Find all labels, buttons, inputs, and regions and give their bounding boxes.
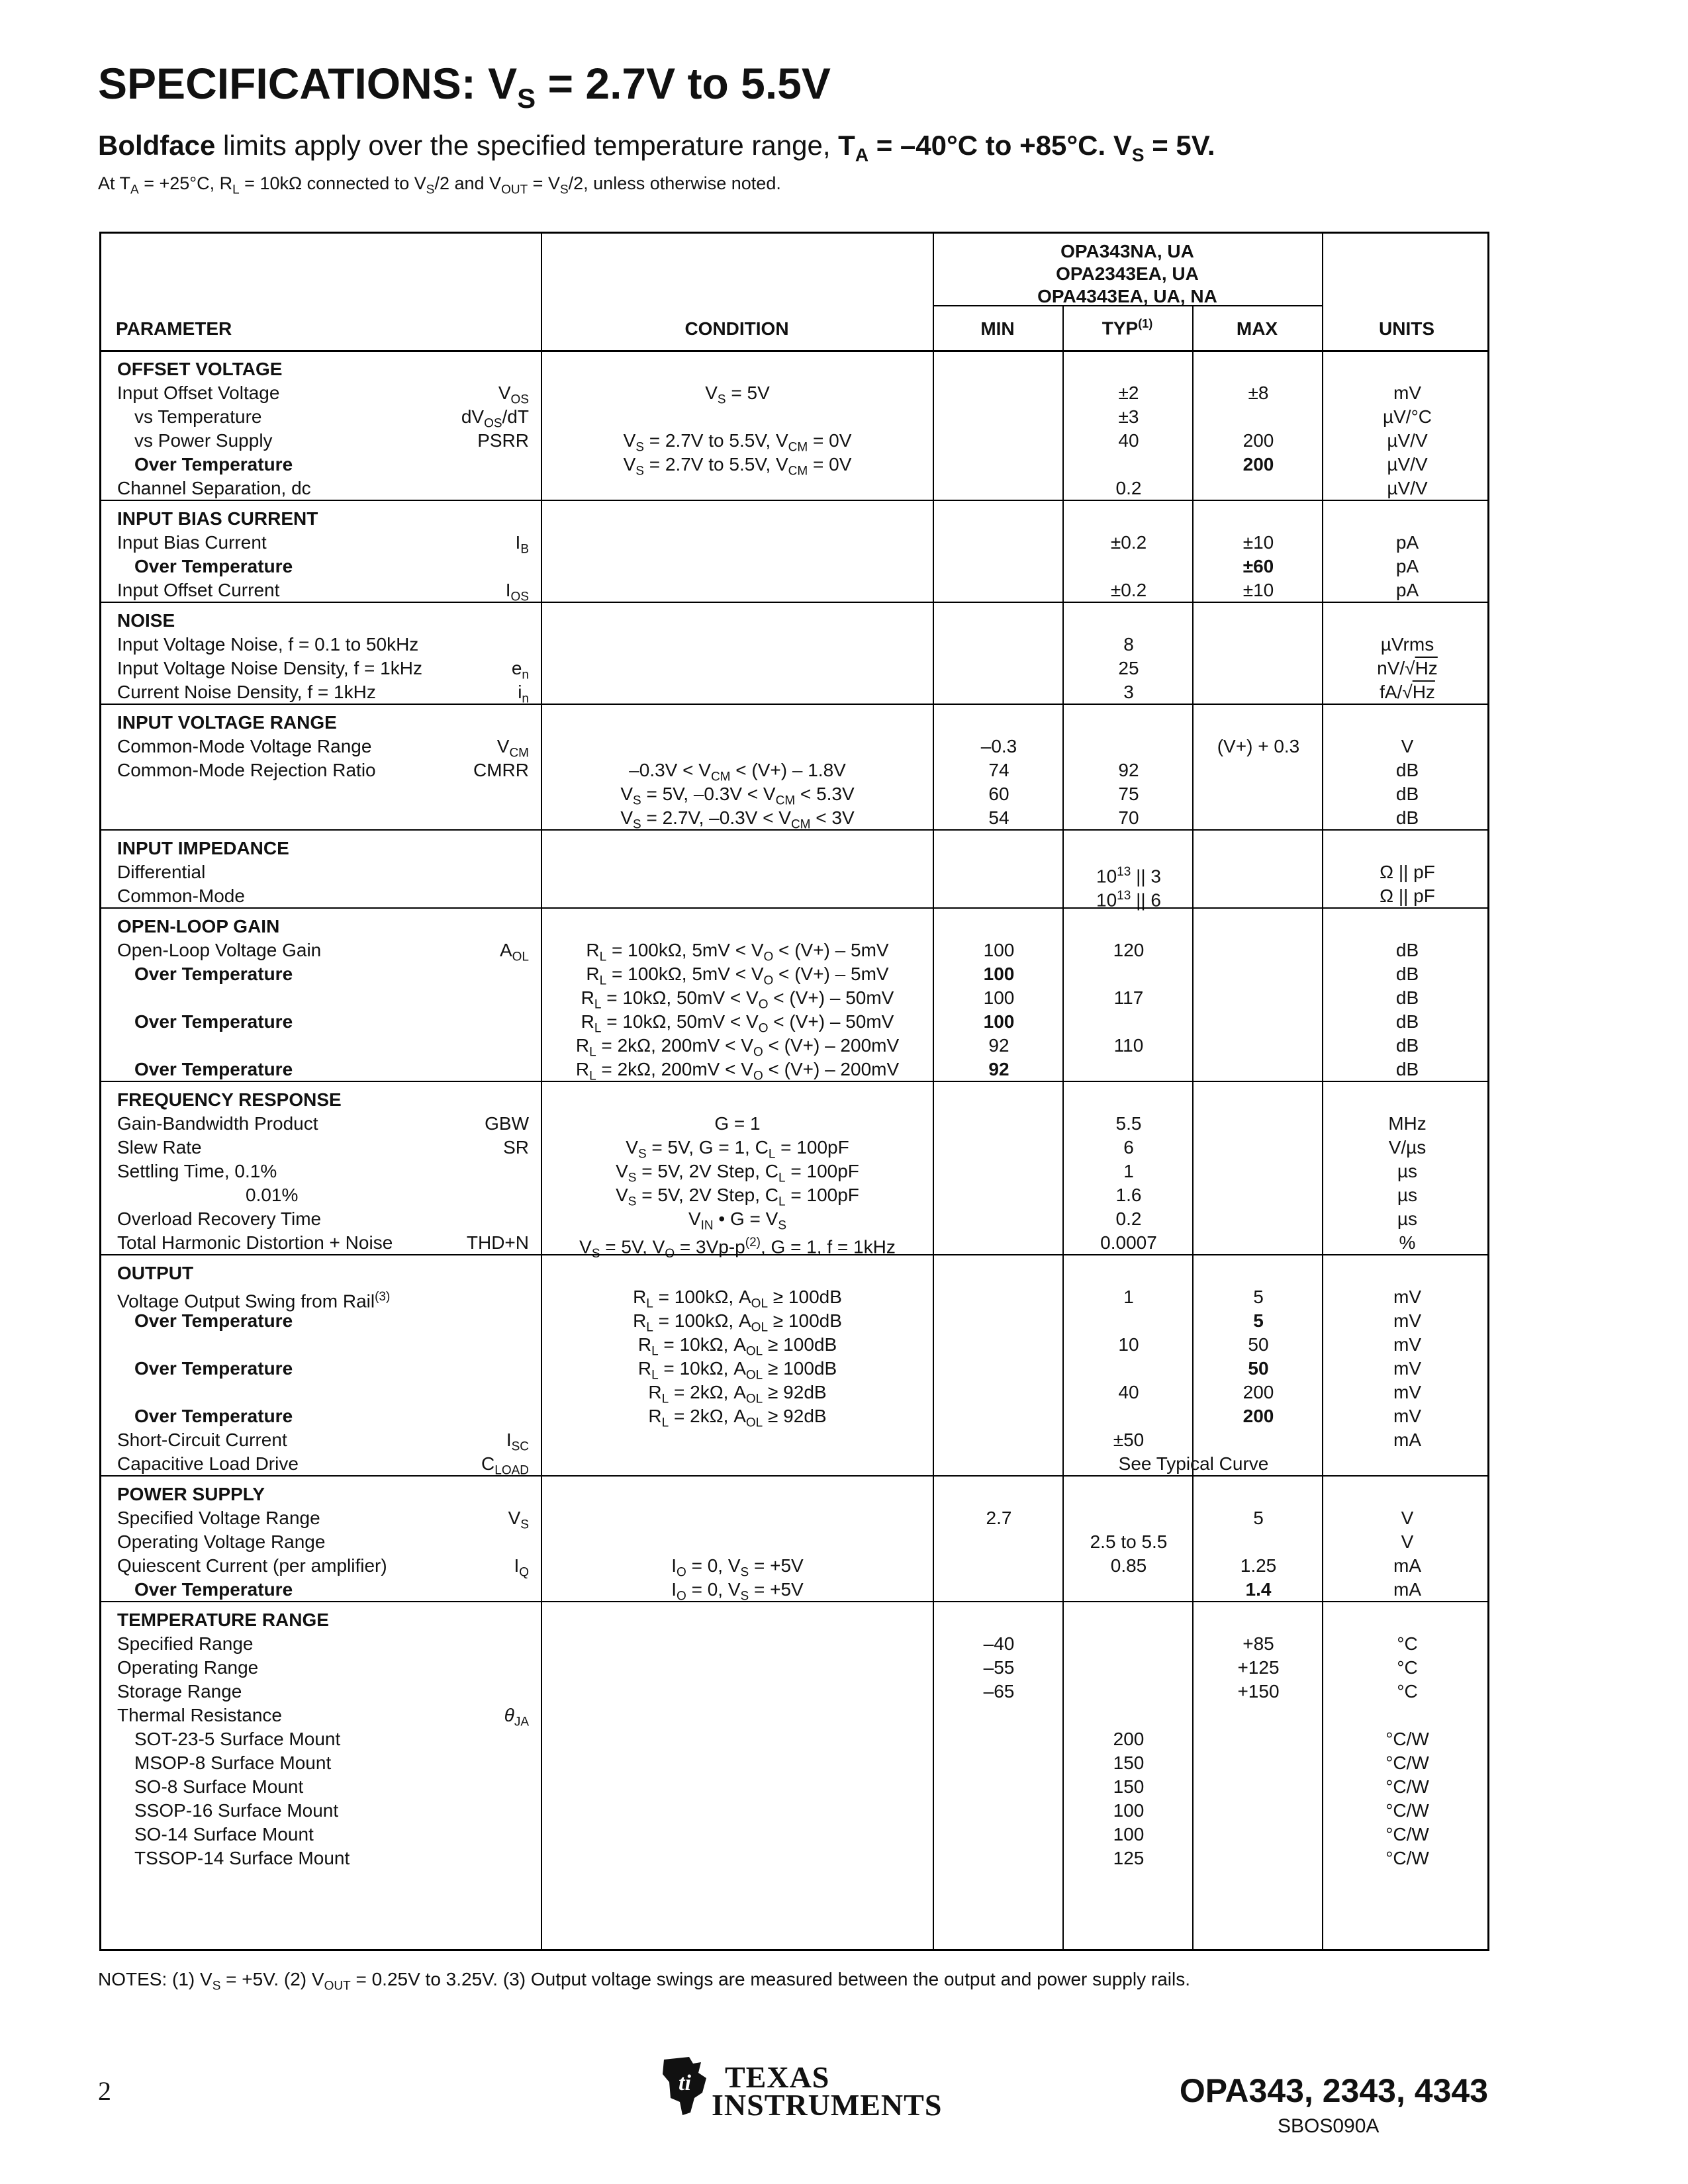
condition-cell: $R_L = 2k\Omega$, $A_{OL} \ge 92dB$ bbox=[648, 1382, 827, 1406]
max-cell: +150 bbox=[1237, 1681, 1280, 1702]
table-row bbox=[101, 1451, 1487, 1477]
section-title: OFFSET VOLTAGE bbox=[117, 359, 283, 379]
condition-cell: $R_L = 2k\Omega$, $200mV < V_O < (V+) - 200mV$ bbox=[575, 1059, 900, 1083]
unit-cell: °C/W bbox=[1385, 1800, 1429, 1821]
table-row bbox=[101, 1057, 1487, 1082]
table-row bbox=[101, 1159, 1487, 1184]
unit-cell: Ω || pF bbox=[1380, 862, 1435, 882]
parameter-cell: vs Power Supply bbox=[134, 430, 273, 451]
section-heading bbox=[101, 608, 1487, 633]
parameter-cell: Common-Mode Voltage Range bbox=[117, 736, 372, 756]
symbol-cell: $A_{OL}$ bbox=[499, 940, 529, 964]
parameter-cell: Current Noise Density, f = 1kHz bbox=[117, 682, 376, 702]
header-condition: CONDITION bbox=[684, 318, 789, 339]
max-cell: +85 bbox=[1243, 1633, 1274, 1654]
unit-cell: mA bbox=[1393, 1430, 1421, 1450]
parameter-cell: Over Temperature bbox=[134, 1579, 293, 1600]
min-cell: 60 bbox=[988, 784, 1009, 804]
min-cell: 100 bbox=[983, 940, 1015, 960]
symbol-cell: $I_{OS}$ bbox=[505, 580, 529, 604]
table-row bbox=[101, 938, 1487, 963]
section-title: TEMPERATURE RANGE bbox=[117, 1610, 329, 1630]
parameter-cell: Channel Separation, dc bbox=[117, 478, 311, 498]
parameter-cell: Specified Voltage Range bbox=[117, 1508, 320, 1528]
symbol-cell: $C_{LOAD}$ bbox=[481, 1453, 529, 1478]
section-title: INPUT IMPEDANCE bbox=[117, 838, 289, 858]
typ-cell: ±50 bbox=[1113, 1430, 1145, 1450]
unit-cell: pA bbox=[1395, 532, 1419, 553]
table-row bbox=[101, 1751, 1487, 1776]
unit-cell: µV/V bbox=[1387, 478, 1428, 498]
parameter-cell: Over Temperature bbox=[134, 454, 293, 475]
section-title: POWER SUPPLY bbox=[117, 1484, 265, 1504]
section-heading bbox=[101, 914, 1487, 939]
symbol-cell: $dV_{OS}/dT$ bbox=[461, 406, 529, 431]
unit-cell: °C/W bbox=[1385, 1776, 1429, 1797]
document-number: SBOS090A bbox=[1278, 2115, 1380, 2137]
table-row bbox=[101, 1183, 1487, 1208]
table-row bbox=[101, 680, 1487, 705]
min-cell: 100 bbox=[983, 964, 1015, 984]
table-row bbox=[101, 860, 1487, 885]
typ-cell: 100 bbox=[1113, 1824, 1145, 1844]
unit-cell: °C bbox=[1397, 1657, 1418, 1678]
parameter-cell: MSOP-8 Surface Mount bbox=[134, 1752, 332, 1773]
symbol-cell: $e_n$ bbox=[511, 658, 529, 682]
max-cell: ±60 bbox=[1243, 556, 1274, 576]
symbol-cell: $I_{SC}$ bbox=[506, 1430, 529, 1454]
typ-cell: ±2 bbox=[1118, 383, 1139, 403]
table-row bbox=[101, 1846, 1487, 1871]
condition-cell: $R_L = 2k\Omega$, $A_{OL} \ge 92dB$ bbox=[648, 1406, 827, 1430]
model-list: OPA343NA, UA OPA2343EA, UA OPA4343EA, UA, NA bbox=[1037, 241, 1217, 306]
unit-cell: dB bbox=[1395, 1035, 1419, 1056]
min-cell: –0.3 bbox=[980, 736, 1017, 756]
unit-cell: pA bbox=[1395, 556, 1419, 576]
max-cell: 200 bbox=[1243, 454, 1274, 475]
test-conditions: At $T_A = +25^\circ C$, $R_L = 10k\Omega$ connected to $V_S/2$ and $V_{OUT} = V_S/2$, unless otherwise noted. bbox=[98, 173, 781, 197]
typ-cell: 120 bbox=[1113, 940, 1145, 960]
parameter-cell: Input Bias Current bbox=[117, 532, 267, 553]
table-row bbox=[101, 1404, 1487, 1429]
typ-cell: 40 bbox=[1118, 1382, 1139, 1402]
section-heading bbox=[101, 836, 1487, 861]
condition-cell: $R_L = 100k\Omega$, $A_{OL} \ge 100dB$ bbox=[633, 1287, 842, 1311]
symbol-cell: SR bbox=[503, 1137, 529, 1158]
table-row bbox=[101, 1380, 1487, 1405]
parameter-cell: Overload Recovery Time bbox=[117, 1208, 322, 1229]
unit-cell: mV bbox=[1393, 1406, 1421, 1426]
unit-cell: °C bbox=[1397, 1681, 1418, 1702]
typ-cell: 92 bbox=[1118, 760, 1139, 780]
section-title: FREQUENCY RESPONSE bbox=[117, 1089, 342, 1110]
symbol-cell: GBW bbox=[485, 1113, 529, 1134]
table-row bbox=[101, 1230, 1487, 1261]
condition-cell: $V_S = 2.7V$, $-0.3V < V_{CM} < 3V$ bbox=[620, 807, 855, 832]
unit-cell: dB bbox=[1395, 760, 1419, 780]
section-title: OPEN-LOOP GAIN bbox=[117, 916, 280, 936]
section-title: INPUT VOLTAGE RANGE bbox=[117, 712, 337, 733]
typ-cell: 40 bbox=[1118, 430, 1139, 451]
max-cell: ±10 bbox=[1243, 580, 1274, 600]
unit-cell: mV bbox=[1393, 1287, 1421, 1307]
typ-cell: 200 bbox=[1113, 1729, 1145, 1749]
unit-cell: nV/√Hz bbox=[1377, 658, 1438, 678]
symbol-cell: $V_{CM}$ bbox=[496, 736, 529, 760]
parameter-cell: vs Temperature bbox=[134, 406, 262, 427]
max-cell: 200 bbox=[1243, 1382, 1274, 1402]
table-row bbox=[101, 476, 1487, 501]
section-title: NOISE bbox=[117, 610, 175, 631]
parameter-cell: Over Temperature bbox=[134, 964, 293, 984]
table-row bbox=[101, 1009, 1487, 1034]
max-cell: +125 bbox=[1237, 1657, 1280, 1678]
symbol-cell: $i_n$ bbox=[518, 682, 529, 706]
parameter-cell: 0.01% bbox=[246, 1185, 299, 1205]
unit-cell: fA/√Hz bbox=[1380, 682, 1435, 702]
condition-cell: $V_S = 2.7V$ to 5.5V, $V_{CM} = 0V$ bbox=[623, 454, 852, 478]
unit-cell: mV bbox=[1393, 1334, 1421, 1355]
max-cell: 5 bbox=[1253, 1310, 1264, 1331]
parameter-cell: SSOP-16 Surface Mount bbox=[134, 1800, 339, 1821]
unit-cell: V/µs bbox=[1388, 1137, 1427, 1158]
typ-cell: 0.85 bbox=[1110, 1555, 1147, 1576]
table-row bbox=[101, 428, 1487, 453]
section-heading bbox=[101, 357, 1487, 382]
parameter-cell: Over Temperature bbox=[134, 1011, 293, 1032]
parameter-cell: Thermal Resistance bbox=[117, 1705, 282, 1725]
max-cell: 200 bbox=[1243, 430, 1274, 451]
header-min: MIN bbox=[980, 318, 1015, 339]
parameter-cell: Over Temperature bbox=[134, 1358, 293, 1379]
symbol-cell: $\theta_{JA}$ bbox=[504, 1705, 529, 1729]
condition-cell: $R_L = 10k\Omega$, $A_{OL} \ge 100dB$ bbox=[637, 1358, 837, 1383]
condition-cell: $V_S = 5V$, 2V Step, $C_L = 100pF$ bbox=[616, 1185, 859, 1209]
typ-cell: 3 bbox=[1123, 682, 1134, 702]
page-number: 2 bbox=[98, 2076, 111, 2106]
condition-cell: $I_O = 0$, $V_S = +5V$ bbox=[671, 1555, 804, 1580]
parameter-cell: Short-Circuit Current bbox=[117, 1430, 287, 1450]
unit-cell: dB bbox=[1395, 940, 1419, 960]
unit-cell: µV/°C bbox=[1382, 406, 1432, 427]
symbol-cell: THD+N bbox=[466, 1232, 529, 1253]
unit-cell: °C/W bbox=[1385, 1824, 1429, 1844]
table-row bbox=[101, 1332, 1487, 1357]
header-max: MAX bbox=[1236, 318, 1278, 339]
table-row bbox=[101, 985, 1487, 1011]
table-row bbox=[101, 1822, 1487, 1847]
section-heading bbox=[101, 1261, 1487, 1286]
unit-cell: V bbox=[1401, 736, 1414, 756]
symbol-cell: CMRR bbox=[473, 760, 529, 780]
specifications-table bbox=[99, 232, 1489, 1951]
typ-cell: 100 bbox=[1113, 1800, 1145, 1821]
table-row bbox=[101, 962, 1487, 987]
table-row bbox=[101, 1553, 1487, 1578]
parameter-cell: Over Temperature bbox=[134, 1406, 293, 1426]
symbol-cell: PSRR bbox=[477, 430, 529, 451]
parameter-cell: Common-Mode Rejection Ratio bbox=[117, 760, 376, 780]
parameter-cell: SO-14 Surface Mount bbox=[134, 1824, 314, 1844]
min-cell: 92 bbox=[988, 1059, 1009, 1079]
max-cell: 50 bbox=[1248, 1334, 1269, 1355]
table-row bbox=[101, 782, 1487, 807]
unit-cell: °C/W bbox=[1385, 1729, 1429, 1749]
parameter-cell: Quiescent Current (per amplifier) bbox=[117, 1555, 387, 1576]
parameter-cell: Gain-Bandwidth Product bbox=[117, 1113, 318, 1134]
parameter-cell: Storage Range bbox=[117, 1681, 242, 1702]
typ-cell: ±3 bbox=[1118, 406, 1139, 427]
table-row bbox=[101, 1577, 1487, 1602]
unit-cell: mV bbox=[1393, 1310, 1421, 1331]
parameter-cell: Over Temperature bbox=[134, 556, 293, 576]
unit-cell: mV bbox=[1393, 383, 1421, 403]
unit-cell: % bbox=[1399, 1232, 1416, 1253]
table-row bbox=[101, 1111, 1487, 1136]
unit-cell: dB bbox=[1395, 964, 1419, 984]
parameter-cell: Open-Loop Voltage Gain bbox=[117, 940, 322, 960]
unit-cell: °C/W bbox=[1385, 1848, 1429, 1868]
table-row bbox=[101, 656, 1487, 681]
typ-cell: 75 bbox=[1118, 784, 1139, 804]
typ-cell: 10 bbox=[1118, 1334, 1139, 1355]
typ-cell: 25 bbox=[1118, 658, 1139, 678]
max-cell: 50 bbox=[1248, 1358, 1269, 1379]
table-row bbox=[101, 530, 1487, 555]
min-cell: 74 bbox=[988, 760, 1009, 780]
min-cell: –40 bbox=[983, 1633, 1015, 1654]
max-cell: 1.25 bbox=[1240, 1555, 1277, 1576]
unit-cell: °C bbox=[1397, 1633, 1418, 1654]
condition-cell: $V_S = 5V$, G = 1, $C_L = 100pF$ bbox=[626, 1137, 849, 1161]
table-row bbox=[101, 734, 1487, 759]
min-cell: 100 bbox=[983, 1011, 1015, 1032]
parameter-cell: Specified Range bbox=[117, 1633, 254, 1654]
unit-cell: µV/V bbox=[1387, 454, 1428, 475]
parameter-cell: Voltage Output Swing from Rail$^{(3)}$ bbox=[117, 1290, 391, 1312]
section-heading bbox=[101, 1087, 1487, 1113]
condition-cell: $R_L = 10k\Omega$, $50mV < V_O < (V+) - 50mV$ bbox=[581, 1011, 894, 1036]
typ-cell: 6 bbox=[1123, 1137, 1134, 1158]
parameter-cell: Input Offset Current bbox=[117, 580, 280, 600]
unit-cell: mV bbox=[1393, 1382, 1421, 1402]
unit-cell: mA bbox=[1393, 1579, 1421, 1600]
section-heading bbox=[101, 710, 1487, 735]
unit-cell: dB bbox=[1395, 807, 1419, 828]
min-cell: 54 bbox=[988, 807, 1009, 828]
unit-cell: dB bbox=[1395, 1059, 1419, 1079]
condition-cell: $-0.3V < V_{CM} < (V+) - 1.8V$ bbox=[629, 760, 846, 784]
parameter-cell: Input Voltage Noise Density, f = 1kHz bbox=[117, 658, 422, 678]
max-cell: ±8 bbox=[1248, 383, 1269, 403]
section-title: OUTPUT bbox=[117, 1263, 194, 1283]
unit-cell: dB bbox=[1395, 784, 1419, 804]
parameter-cell: Operating Range bbox=[117, 1657, 259, 1678]
unit-cell: µs bbox=[1397, 1208, 1418, 1229]
table-row bbox=[101, 1774, 1487, 1799]
condition-cell: $R_L = 100k\Omega$, $5mV < V_O < (V+) - 5mV$ bbox=[586, 940, 889, 964]
parameter-cell: Total Harmonic Distortion + Noise bbox=[117, 1232, 393, 1253]
parameter-cell: SOT-23-5 Surface Mount bbox=[134, 1729, 341, 1749]
table-row bbox=[101, 1727, 1487, 1752]
typ-cell: 70 bbox=[1118, 807, 1139, 828]
boldface-note: Boldface limits apply over the specified temperature range, $T_A = -40^\circ C$ to +85°C. $V_S = 5V$. bbox=[98, 130, 1215, 165]
typ-cell: 0.2 bbox=[1115, 478, 1142, 498]
parameter-cell: Input Voltage Noise, f = 0.1 to 50kHz bbox=[117, 634, 419, 655]
typ-cell: 1 bbox=[1123, 1287, 1134, 1307]
min-cell: –55 bbox=[983, 1657, 1015, 1678]
condition-cell: $V_S = 2.7V$ to 5.5V, $V_{CM} = 0V$ bbox=[623, 430, 852, 455]
typ-cell: 2.5 to 5.5 bbox=[1090, 1531, 1168, 1552]
max-cell: 200 bbox=[1243, 1406, 1274, 1426]
section-title: INPUT BIAS CURRENT bbox=[117, 508, 318, 529]
table-row bbox=[101, 1798, 1487, 1823]
svg-text:ti: ti bbox=[679, 2071, 691, 2095]
table-row bbox=[101, 1356, 1487, 1381]
unit-cell: µs bbox=[1397, 1161, 1418, 1181]
parameter-cell: Differential bbox=[117, 862, 206, 882]
typ-cell: 117 bbox=[1113, 987, 1144, 1008]
typ-cell: 150 bbox=[1113, 1752, 1145, 1773]
parameter-cell: TSSOP-14 Surface Mount bbox=[134, 1848, 350, 1868]
condition-cell: $I_O = 0$, $V_S = +5V$ bbox=[671, 1579, 804, 1604]
unit-cell: V bbox=[1401, 1531, 1414, 1552]
min-cell: –65 bbox=[983, 1681, 1015, 1702]
section-heading bbox=[101, 1608, 1487, 1633]
unit-cell: V bbox=[1401, 1508, 1414, 1528]
table-row bbox=[101, 884, 1487, 909]
typ-cell: 8 bbox=[1123, 634, 1134, 655]
typ-cell: $10^{13}$ || 3 bbox=[1096, 865, 1161, 887]
condition-cell: $V_S = 5V$, 2V Step, $C_L = 100pF$ bbox=[616, 1161, 859, 1185]
table-row bbox=[101, 1655, 1487, 1680]
table-row bbox=[101, 452, 1487, 477]
unit-cell: µV/V bbox=[1387, 430, 1428, 451]
table-row bbox=[101, 1308, 1487, 1334]
section-heading bbox=[101, 1482, 1487, 1507]
typ-cell: 110 bbox=[1113, 1035, 1144, 1056]
condition-cell: $V_S = 5V$, $-0.3V < V_{CM} < 5.3V$ bbox=[620, 784, 855, 808]
table-row bbox=[101, 1206, 1487, 1232]
unit-cell: Ω || pF bbox=[1380, 886, 1435, 906]
typ-cell: 1.6 bbox=[1115, 1185, 1142, 1205]
condition-cell: $V_S = 5V$, $V_O = 3Vp-p^{(2)}$, G = 1, f = 1kHz bbox=[579, 1236, 896, 1261]
unit-cell: °C/W bbox=[1385, 1752, 1429, 1773]
table-row bbox=[101, 404, 1487, 430]
footnotes: NOTES: (1) $V_S = +5V$. (2) $V_{OUT} = 0.25V$ to 3.25V. (3) Output voltage swings are measured between the output and power supply rails. bbox=[98, 1969, 1190, 1993]
max-cell: (V+) + 0.3 bbox=[1217, 736, 1300, 756]
table-row bbox=[101, 1703, 1487, 1728]
table-row bbox=[101, 1679, 1487, 1704]
max-cell: 1.4 bbox=[1245, 1579, 1272, 1600]
parameter-cell: Settling Time, 0.1% bbox=[117, 1161, 277, 1181]
header-parameter: PARAMETER bbox=[116, 318, 232, 339]
typ-span-cell: See Typical Curve bbox=[1118, 1453, 1269, 1474]
unit-cell: µVrms bbox=[1380, 634, 1434, 655]
min-cell: 2.7 bbox=[986, 1508, 1012, 1528]
texas-instruments-wordmark: TEXAS INSTRUMENTS bbox=[712, 2060, 943, 2122]
page-title: SPECIFICATIONS: $V_S = 2.7V$ to 5.5V bbox=[98, 59, 831, 114]
table-row bbox=[101, 1631, 1487, 1657]
parameter-cell: Common-Mode bbox=[117, 886, 245, 906]
condition-cell: $R_L = 2k\Omega$, $200mV < V_O < (V+) - 200mV$ bbox=[575, 1035, 900, 1060]
condition-cell: $V_S = 5V$ bbox=[705, 383, 770, 407]
parameter-cell: Over Temperature bbox=[134, 1059, 293, 1079]
typ-cell: 5.5 bbox=[1115, 1113, 1142, 1134]
table-row bbox=[101, 578, 1487, 603]
condition-cell: $R_L = 10k\Omega$, $50mV < V_O < (V+) - 50mV$ bbox=[581, 987, 894, 1012]
unit-cell: dB bbox=[1395, 1011, 1419, 1032]
table-row bbox=[101, 758, 1487, 783]
unit-cell: mV bbox=[1393, 1358, 1421, 1379]
parameter-cell: Operating Voltage Range bbox=[117, 1531, 326, 1552]
max-cell: 5 bbox=[1253, 1508, 1264, 1528]
typ-cell: 0.0007 bbox=[1100, 1232, 1157, 1253]
table-row bbox=[101, 1529, 1487, 1555]
symbol-cell: $I_Q$ bbox=[514, 1555, 529, 1580]
table-row bbox=[101, 1428, 1487, 1453]
table-row bbox=[101, 1506, 1487, 1531]
parameter-cell: Input Offset Voltage bbox=[117, 383, 280, 403]
table-row bbox=[101, 1135, 1487, 1160]
unit-cell: dB bbox=[1395, 987, 1419, 1008]
condition-cell: $R_L = 100k\Omega$, $A_{OL} \ge 100dB$ bbox=[633, 1310, 842, 1335]
parameter-cell: SO-8 Surface Mount bbox=[134, 1776, 304, 1797]
unit-cell: mA bbox=[1393, 1555, 1421, 1576]
max-cell: 5 bbox=[1253, 1287, 1264, 1307]
section-heading bbox=[101, 506, 1487, 531]
part-numbers: OPA343, 2343, 4343 bbox=[1179, 2072, 1488, 2109]
symbol-cell: $I_B$ bbox=[515, 532, 529, 557]
unit-cell: µs bbox=[1397, 1185, 1418, 1205]
unit-cell: pA bbox=[1395, 580, 1419, 600]
parameter-cell: Slew Rate bbox=[117, 1137, 202, 1158]
table-row bbox=[101, 805, 1487, 831]
typ-cell: $10^{13}$ || 6 bbox=[1096, 889, 1161, 911]
condition-cell: $R_L = 100k\Omega$, $5mV < V_O < (V+) - 5mV$ bbox=[586, 964, 889, 988]
table-row bbox=[101, 554, 1487, 579]
parameter-cell: Over Temperature bbox=[134, 1310, 293, 1331]
condition-cell: $R_L = 10k\Omega$, $A_{OL} \ge 100dB$ bbox=[637, 1334, 837, 1359]
symbol-cell: $V_{OS}$ bbox=[498, 383, 529, 407]
table-row bbox=[101, 381, 1487, 406]
condition-cell: G = 1 bbox=[714, 1113, 761, 1134]
table-row bbox=[101, 632, 1487, 657]
typ-cell: ±0.2 bbox=[1110, 532, 1147, 553]
table-row bbox=[101, 1033, 1487, 1058]
min-cell: 100 bbox=[983, 987, 1015, 1008]
typ-cell: 0.2 bbox=[1115, 1208, 1142, 1229]
typ-cell: 1 bbox=[1123, 1161, 1134, 1181]
header-units: UNITS bbox=[1379, 318, 1434, 339]
table-row bbox=[101, 1285, 1487, 1310]
typ-cell: 150 bbox=[1113, 1776, 1145, 1797]
parameter-cell: Capacitive Load Drive bbox=[117, 1453, 299, 1474]
typ-cell: ±0.2 bbox=[1110, 580, 1147, 600]
unit-cell: MHz bbox=[1388, 1113, 1427, 1134]
header-typ: TYP$^{(1)}$ bbox=[1102, 317, 1153, 339]
condition-cell: $V_{IN}$ • $G = V_S$ bbox=[688, 1208, 787, 1233]
symbol-cell: $V_S$ bbox=[508, 1508, 529, 1532]
min-cell: 92 bbox=[988, 1035, 1009, 1056]
max-cell: ±10 bbox=[1243, 532, 1274, 553]
typ-cell: 125 bbox=[1113, 1848, 1145, 1868]
